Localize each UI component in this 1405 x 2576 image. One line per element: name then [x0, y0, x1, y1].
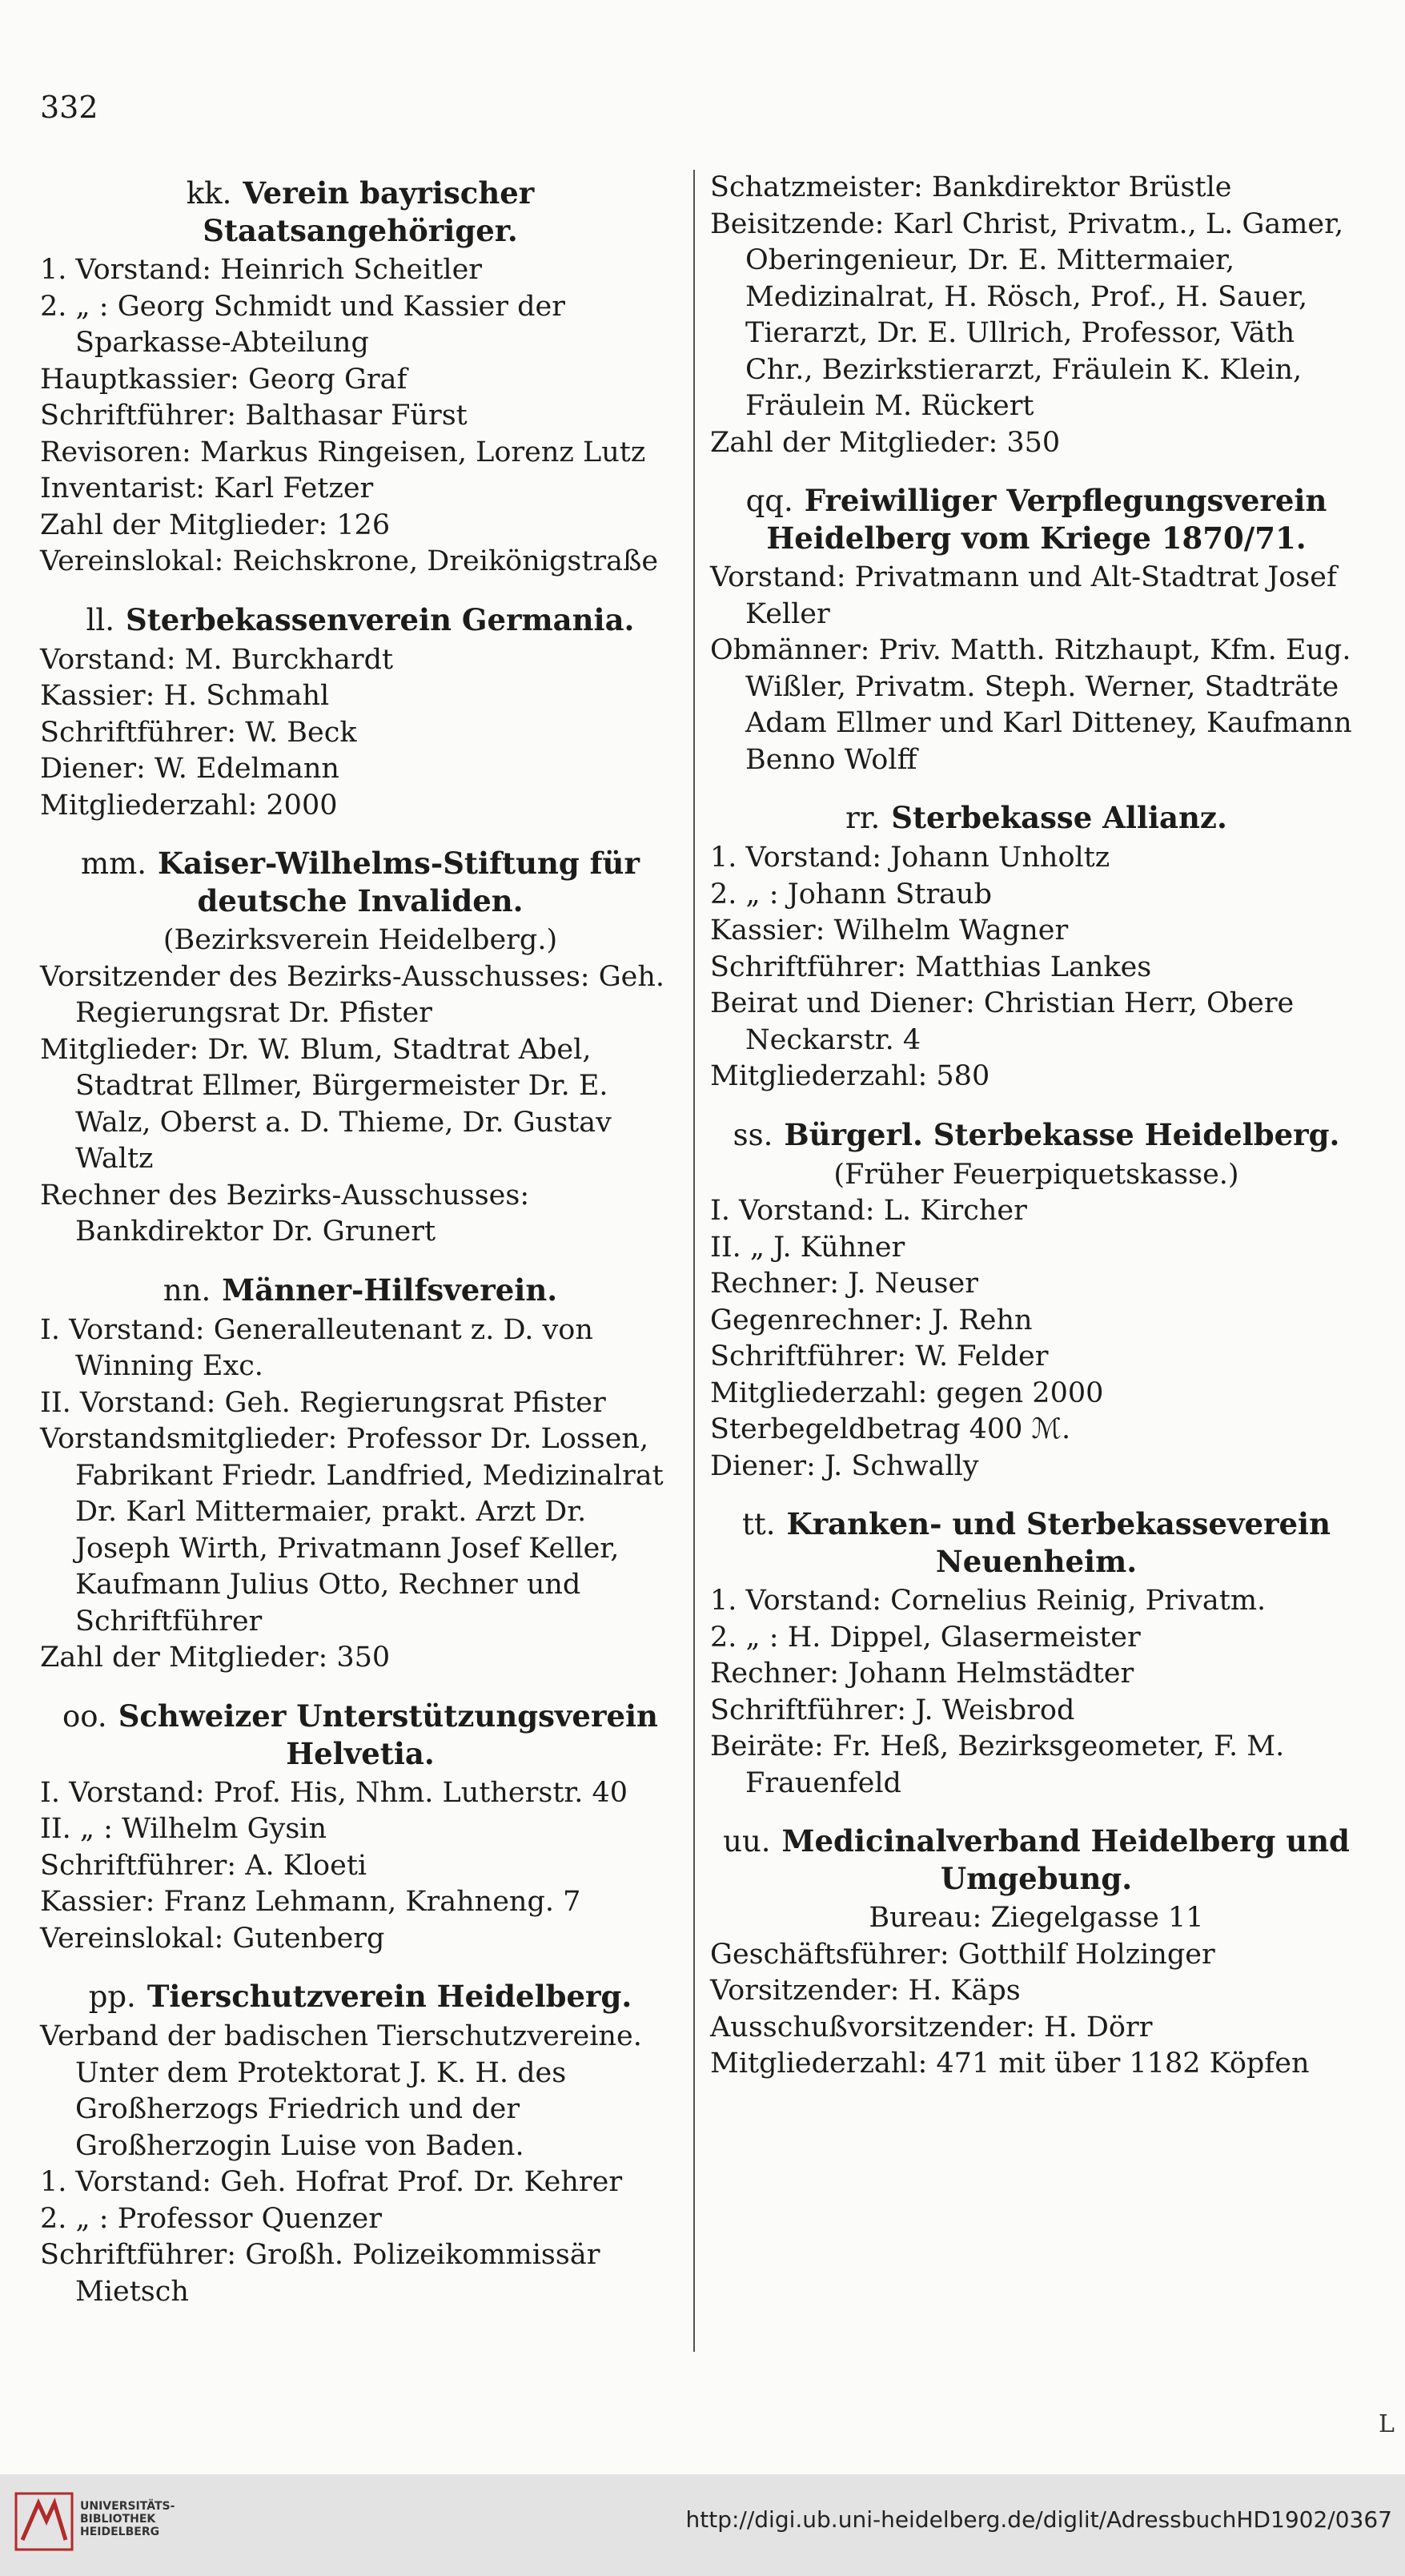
entry-subtitle: (Früher Feuerpiquetskasse.) [833, 1158, 1239, 1191]
entry-line: Mitglieder: Dr. W. Blum, Stadtrat Abel, Stadtrat Ellmer, Bürgermeister Dr. E. Walz, Oberst a. D. Thieme, Dr. Gustav Waltz [40, 1033, 612, 1175]
entry-line: 2. „ : Johann Straub [710, 878, 992, 910]
directory-entry [710, 1505, 1363, 1802]
entry-line: Kassier: Franz Lehmann, Krahneng. 7 [40, 1886, 581, 1918]
university-library-logo-icon [14, 2492, 74, 2551]
entry-line: I. Vorstand: L. Kircher [710, 1195, 1027, 1227]
entry-line: Geschäftsführer: Gotthilf Holzinger [710, 1938, 1215, 1971]
entry-line: Schriftführer: J. Weisbrod [710, 1694, 1075, 1726]
entry-title: Sterbekasse Allianz. [891, 800, 1227, 835]
entry-line: II. Vorstand: Geh. Regierungsrat Pfister [40, 1386, 606, 1419]
entry-line: Schriftführer: W. Beck [40, 716, 357, 749]
entry-line: II. „ : Wilhelm Gysin [40, 1813, 327, 1845]
entry-line: 1. Vorstand: Johann Unholtz [710, 842, 1110, 874]
entry-line: Mitgliederzahl: 580 [710, 1060, 990, 1092]
entry-line: Obmänner: Priv. Matth. Ritzhaupt, Kfm. Eug. Wißler, Privatm. Steph. Werner, Stadträte Adam Ellmer und Karl Ditteney, Kaufmann Benno Wolff [710, 634, 1352, 776]
library-name: UNIVERSITÄTS-BIBLIOTHEK HEIDELBERG [80, 2500, 175, 2538]
entry-heading [40, 175, 680, 249]
entry-line: Kassier: Wilhelm Wagner [710, 914, 1069, 946]
entry-line: Mitgliederzahl: gegen 2000 [710, 1376, 1104, 1409]
directory-entry [710, 1116, 1363, 1485]
directory-entry [40, 1978, 680, 2310]
entry-code: tt. [742, 1507, 776, 1541]
entry-line: Revisoren: Markus Ringeisen, Lorenz Lutz [40, 436, 646, 468]
directory-entry [710, 799, 1363, 1095]
entry-line: Vorsitzender des Bezirks-Ausschusses: Geh. Regierungsrat Dr. Pfister [40, 960, 665, 1029]
entry-heading [40, 1978, 680, 2015]
corner-mark: L [1379, 2410, 1395, 2438]
entry-line: Ausschußvorsitzender: H. Dörr [710, 2011, 1153, 2044]
entry-heading [710, 1116, 1363, 1154]
entry-line: Schriftführer: Großh. Polizeikommissär Mietsch [40, 2239, 600, 2308]
entry-line: Vereinslokal: Reichskrone, Dreikönigstraße [40, 545, 659, 577]
entry-code: nn. [163, 1272, 211, 1308]
left-column [40, 170, 680, 2331]
entry-line: I. Vorstand: Generalleutenant z. D. von Winning Exc. [40, 1313, 593, 1382]
entry-line: Inventarist: Karl Fetzer [40, 472, 374, 504]
entry-line: Sterbegeldbetrag 400 ℳ. [710, 1413, 1071, 1445]
entry-heading [40, 1272, 680, 1309]
entry-line: Vorstandsmitglieder: Professor Dr. Lossen, Fabrikant Friedr. Landfried, Medizinalrat Dr. Karl Mittermaier, prakt. Arzt Dr. Joseph Wirth, Privatmann Josef Keller, Kaufmann Julius Otto, Rechner und Schriftführer [40, 1423, 664, 1638]
entry-line: Schriftführer: Balthasar Fürst [40, 400, 468, 432]
directory-entry [40, 1272, 680, 1677]
entry-line: Zahl der Mitglieder: 350 [40, 1642, 391, 1674]
directory-entry [710, 1822, 1363, 2083]
entry-line: Diener: J. Schwally [710, 1449, 979, 1482]
entry-line: Vorstand: M. Burckhardt [40, 643, 394, 676]
entry-code: pp. [88, 1979, 136, 2014]
entry-heading [40, 845, 680, 919]
entry-subtitle: Bureau: Ziegelgasse 11 [869, 1902, 1204, 1934]
entry-line: Mitgliederzahl: 471 mit über 1182 Köpfen [710, 2048, 1310, 2080]
entry-line: Schatzmeister: Bankdirektor Brüstle [710, 171, 1232, 203]
entry-title: Verein bayrischer Staatsangehöriger. [203, 175, 535, 248]
entry-line: Verband der badischen Tierschutzvereine. Unter dem Protektorat J. K. H. des Großherzogs Friedrich und der Großherzogin Luise von Baden. [40, 2020, 642, 2162]
entry-heading [40, 601, 680, 639]
directory-entry [710, 482, 1363, 778]
entry-line: 2. „ : Professor Quenzer [40, 2202, 382, 2235]
column-divider [693, 170, 695, 2352]
entry-title: Kranken- und Sterbekasseverein Neuenheim. [786, 1506, 1331, 1579]
entry-code: kk. [186, 176, 232, 211]
entry-heading [710, 799, 1363, 837]
entry-title: Schweizer Unterstützungsverein Helvetia. [118, 1698, 658, 1771]
entry-line: Mitgliederzahl: 2000 [40, 789, 338, 822]
entry-line: 1. Vorstand: Cornelius Reinig, Privatm. [710, 1585, 1267, 1617]
entry-line: Rechner: Johann Helmstädter [710, 1658, 1134, 1690]
entry-line: Rechner: J. Neuser [710, 1268, 978, 1300]
entry-line: Beiräte: Fr. Heß, Bezirksgeometer, F. M. Frauenfeld [710, 1730, 1285, 1799]
entry-line: Zahl der Mitglieder: 126 [40, 508, 391, 541]
entry-line: Vereinslokal: Gutenberg [40, 1922, 385, 1955]
entry-title: Sterbekassenverein Germania. [125, 601, 635, 637]
entry-line: Schriftführer: A. Kloeti [40, 1849, 367, 1882]
entry-code: mm. [81, 846, 147, 881]
entry-line: Beisitzende: Karl Christ, Privatm., L. Gamer, Oberingenieur, Dr. E. Mittermaier, Medizinalrat, H. Rösch, Prof., H. Sauer, Tierarzt, Dr. E. Ullrich, Professor, Väth Chr., Bezirkstierarzt, Fräulein K. Klein, Fräulein M. Rückert [710, 207, 1344, 422]
entry-title: Freiwilliger Verpflegungsverein Heidelberg vom Kriege 1870/71. [766, 483, 1327, 556]
right-column [710, 170, 1363, 2104]
entry-line: Beirat und Diener: Christian Herr, Obere Neckarstr. 4 [710, 987, 1295, 1056]
entry-line: Zahl der Mitglieder: 350 [710, 426, 1061, 459]
entry-code: qq. [745, 484, 793, 518]
directory-entry [40, 175, 680, 581]
entry-title: Kaiser-Wilhelms-Stiftung für deutsche Invaliden. [157, 846, 640, 918]
entry-line: Rechner des Bezirks-Ausschusses: Bankdirektor Dr. Grunert [40, 1179, 530, 1248]
footer-bar [0, 2474, 1405, 2576]
entry-code: oo. [62, 1698, 107, 1734]
entry-line: Vorstand: Privatmann und Alt-Stadtrat Josef Keller [710, 561, 1337, 630]
entry-subtitle: (Bezirksverein Heidelberg.) [163, 924, 558, 956]
entry-title: Tierschutzverein Heidelberg. [147, 1979, 632, 2014]
entry-line: 2. „ : H. Dippel, Glasermeister [710, 1621, 1141, 1654]
entry-line: Diener: W. Edelmann [40, 753, 339, 785]
entry-title: Männer-Hilfsverein. [222, 1272, 558, 1308]
directory-entry [710, 170, 1363, 461]
entry-line: II. „ J. Kühner [710, 1231, 905, 1264]
entry-line: Vorsitzender: H. Käps [710, 1975, 1021, 2007]
directory-entry [40, 1698, 680, 1958]
entry-code: ll. [86, 602, 114, 637]
entry-heading [710, 482, 1363, 557]
entry-line: Kassier: H. Schmahl [40, 680, 330, 712]
entry-code: uu. [723, 1824, 771, 1859]
entry-heading [710, 1505, 1363, 1580]
entry-line: 1. Vorstand: Heinrich Scheitler [40, 254, 483, 286]
entry-code: rr. [845, 801, 881, 835]
entry-line: 2. „ : Georg Schmidt und Kassier der Sparkasse-Abteilung [40, 290, 565, 359]
entry-line: Hauptkassier: Georg Graf [40, 363, 407, 396]
entry-heading [40, 1698, 680, 1772]
source-url-link[interactable]: http://digi.ub.uni-heidelberg.de/diglit/AdressbuchHD1902/0367 [685, 2506, 1392, 2533]
directory-entry [40, 601, 680, 825]
entry-title: Bürgerl. Sterbekasse Heidelberg. [784, 1116, 1340, 1152]
entry-line: I. Vorstand: Prof. His, Nhm. Lutherstr. 40 [40, 1776, 628, 1809]
entry-code: ss. [733, 1117, 773, 1152]
entry-line: Schriftführer: W. Felder [710, 1340, 1049, 1372]
entry-line: 1. Vorstand: Geh. Hofrat Prof. Dr. Kehrer [40, 2166, 623, 2198]
page-number: 332 [40, 90, 98, 125]
entry-title: Medicinalverband Heidelberg und Umgebung. [781, 1823, 1350, 1896]
entry-line: Schriftführer: Matthias Lankes [710, 950, 1152, 983]
directory-entry [40, 845, 680, 1251]
entry-heading [710, 1822, 1363, 1897]
entry-line: Gegenrechner: J. Rehn [710, 1304, 1033, 1336]
